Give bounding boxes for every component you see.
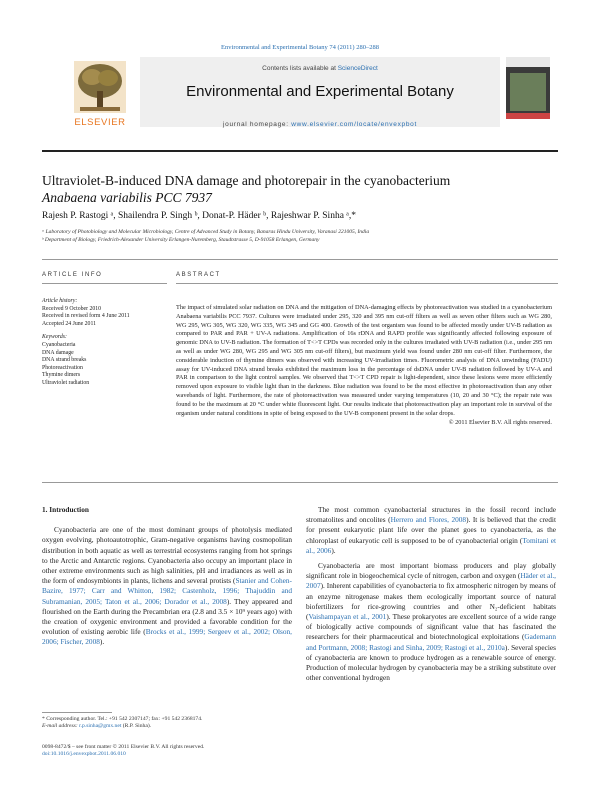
author-list: Rajesh P. Rastogi ᵃ, Shailendra P. Singh ᵇ, Donat-P. Häder ᵇ, Rajeshwar P. Sinha ᵃ,*	[42, 211, 357, 221]
email-suffix: (R.P. Sinha).	[122, 723, 152, 730]
issn-line: 0098-8472/$ – see front matter © 2011 Elsevier B.V. All rights reserved.	[42, 744, 205, 750]
affiliation-divider	[42, 259, 558, 260]
homepage-prefix: journal homepage:	[223, 121, 289, 128]
title-organism: Anabaena variabilis PCC 7937	[42, 190, 212, 205]
intro-paragraph-2: The most common cyanobacterial structures in the fossil record include stromatolites and oncolites (Herrero and Flores, 2008). It is believed that the credit for present eukaryotic plant life over the planet goes to cyanobacteria, as the chloroplast of eukaryotic cell is supposed to be of cyanobacterial origin (Tomitani et al., 2006).	[306, 505, 556, 555]
history-label: Article history:	[42, 298, 78, 304]
left-column	[42, 505, 292, 648]
title-line-1: Ultraviolet-B-induced DNA damage and photorepair in the cyanobacterium	[42, 173, 451, 188]
publisher-name: ELSEVIER	[74, 117, 126, 128]
abstract-bottom-divider	[42, 482, 558, 483]
keyword: Ultraviolet radiation	[42, 379, 90, 386]
info-divider	[42, 283, 167, 284]
right-column	[306, 505, 556, 683]
article-info	[42, 298, 167, 388]
citation-link[interactable]: Herrero and Flores, 2008	[390, 515, 467, 525]
citation-link[interactable]: Häder et al., 2007	[306, 571, 556, 591]
abstract-label: ABSTRACT	[176, 272, 221, 278]
contents-prefix: Contents lists available at	[262, 65, 336, 72]
citation-link[interactable]: Brocks et al., 1999; Sergeev et al., 2002; Olson, 2006; Fischer, 2008	[42, 627, 292, 647]
title-line-2	[42, 189, 562, 206]
intro-heading: 1. Introduction	[42, 505, 89, 514]
journal-cover-thumbnail	[506, 57, 550, 119]
citation-link[interactable]: Tomitani et al., 2006	[306, 535, 556, 555]
copyright-notice: © 2011 Elsevier B.V. All rights reserved.	[448, 419, 552, 427]
citation-link[interactable]: Vaishampayan et al., 2001	[308, 612, 387, 622]
keywords-label: Keywords:	[42, 334, 67, 341]
sciencedirect-link[interactable]: ScienceDirect	[337, 65, 378, 72]
keyword: DNA damage	[42, 349, 74, 356]
journal-banner	[66, 57, 550, 127]
email-note	[42, 723, 292, 730]
history-accepted: Accepted 24 June 2011	[42, 320, 97, 327]
history-received: Received 9 October 2010	[42, 305, 102, 312]
intro-paragraph-1: Cyanobacteria are one of the most dominant groups of photolysis mediated oxygen evolving, photoautotrophic, Gram-negative organisms having cosmopolitan distribution in both aquatic as well as terrestrial ecosystems ranging from hot springs to the Arctic and Antarctic regions. Cyanobacteria also occupy an important place in other extreme environments such as high salinities, pH and irradiances as well as in the form of endosymbionts in plants, lichens and several protists (Stanier and Cohen-Bazire, 1977; Carr and Whitton, 1982; Castenholz, 1996; Thajuddin and Subramanian, 2005; Taton et al., 2006; Dorador et al., 2008). They appeared and flourished on the Earth during the Precambrian era (2.8 and 3.5 × 10⁹ years ago) with the creation of oxygenic environment and provided a favorable condition for the evolution of existing aerobic life (Brocks et al., 1999; Sergeev et al., 2002; Olson, 2006; Fischer, 2008).	[42, 525, 292, 647]
journal-title: Environmental and Experimental Botany	[186, 83, 454, 100]
affiliation-a: ᵃ Laboratory of Photobiology and Molecular Microbiology, Centre of Advanced Study in Botany, Banaras Hindu University, Varanasi 221005, India	[42, 229, 370, 235]
journal-homepage	[140, 121, 500, 128]
abstract	[176, 298, 552, 426]
citation-link[interactable]: Stanier and Cohen-Bazire, 1977; Carr and Whitton, 1982; Castenholz, 1996; Thajuddin and Subramanian, 2005; Taton et al., 2006; Dorador et al., 2008	[42, 576, 292, 606]
keyword: Photoreactivation	[42, 364, 83, 371]
abstract-text: The impact of simulated solar radiation on DNA and the mitigation of DNA-damaging effects by photoreactivation was studied in a cyanobacterium Anabaena variabilis PCC 7937. Cultures were irradiated under 295, 320 and 395 nm cut-off filters as well as seven other filters such as WG 280, WG 295, WG 305, WG 320, WG 335, WG 345 and GG 400. Growth of the test organism was found to be affected mostly under UV-B radiation as compared to PAR and PAR + UV-A radiations. Amplification of 16s rDNA and RAPD profile was significantly affected following exposure of genomic DNA to UV-B radiation. The formation of T<>T CPDs was recorded only in the cultures irradiated with UV-B radiation (i.e., under 295 nm as well as under WG 280, WG 295 and WG 305 nm cut-off filters), but maximum yield was found under 280 nm cut-off filter. Furthermore, the considerable induction of thymine dimers was observed with increasing UV-irradiation times. Fluorometric analysis of DNA unwinding (FADU) assay for UV-induced DNA strand breaks exhibited the maximum loss in the percentage of dsDNA under UV-B radiation followed by UV-A and PAR in comparison to the light control samples. We observed that T<>T CPD repair is light-dependent, since these lesions were more efficiently removed upon exposure to visible light than in the darkness. Blue radiation was found to be the most effective in photoreactivation than any other wavebands of light. Furthermore, the rate of photoreactivation was measured under varying temperatures (10, 20 and 30 °C); the repair rate was found to be the maximum at 20 °C under white fluorescent light. Our results indicate that photoreactivation play an important role in survival of the organism under natural conditions in spite of being exposed to the UV-B component present in the solar drops.	[176, 304, 552, 417]
contents-line	[140, 65, 500, 72]
journal-citation[interactable]: Environmental and Experimental Botany 74 (2011) 280–288	[221, 44, 379, 51]
article-info-label: ARTICLE INFO	[42, 272, 103, 278]
keyword: DNA strand breaks	[42, 357, 87, 364]
footnotes	[42, 716, 292, 731]
corresponding-author-note: * Corresponding author. Tel.: +91 542 2307147; fax: +91 542 2368174.	[42, 716, 203, 722]
doi-link[interactable]: doi:10.1016/j.envexpbot.2011.06.010	[42, 751, 126, 758]
email-label: E-mail address:	[42, 723, 78, 730]
keyword: Cyanobacteria	[42, 341, 76, 348]
abstract-divider	[176, 283, 558, 284]
history-revised: Received in revised form 4 June 2011	[42, 313, 130, 320]
email-link[interactable]: r.p.sinha@gmx.net	[79, 723, 122, 730]
homepage-link[interactable]: www.elsevier.com/locate/envexpbot	[291, 121, 417, 128]
header-divider	[42, 150, 558, 152]
footnote-divider	[42, 712, 112, 713]
intro-paragraph-3: Cyanobacteria are most important biomass producers and play globally significant role in biogeochemical cycle of nitrogen, carbon and oxygen (Häder et al., 2007). Inherent capabilities of cyanobacteria to fix atmospheric nitrogen by means of an enzyme nitrogenase makes them ecologically important source of natural biofertilizers for rice-growing countries and other N₂-deficient habitats (Vaishampayan et al., 2001). These prokaryotes are excellent source of a wide range of biologically active compounds of significant value that has fascinated the researchers for their pharmaceutical and biotechnological exploitations (Gademann and Portmann, 2008; Rastogi and Sinha, 2009; Rastogi et al., 2010a). Several species of cyanobacteria are known to produce hydrogen as a renewable source of energy. Production of molecular hydrogen by cyanobacteria may be a striking substitute over other conventional hydrogen	[306, 561, 556, 683]
article-title	[42, 172, 562, 206]
publication-meta	[42, 744, 292, 759]
citation-link[interactable]: Gademann and Portmann, 2008; Rastogi and Sinha, 2009; Rastogi et al., 2010a	[306, 632, 556, 652]
affiliation-b: ᵇ Department of Biology, Friedrich-Alexander University Erlangen-Nuremberg, Staudtstrasse 5, D-91058 Erlangen, Germany	[42, 237, 320, 243]
keyword: Thymine dimers	[42, 372, 81, 379]
